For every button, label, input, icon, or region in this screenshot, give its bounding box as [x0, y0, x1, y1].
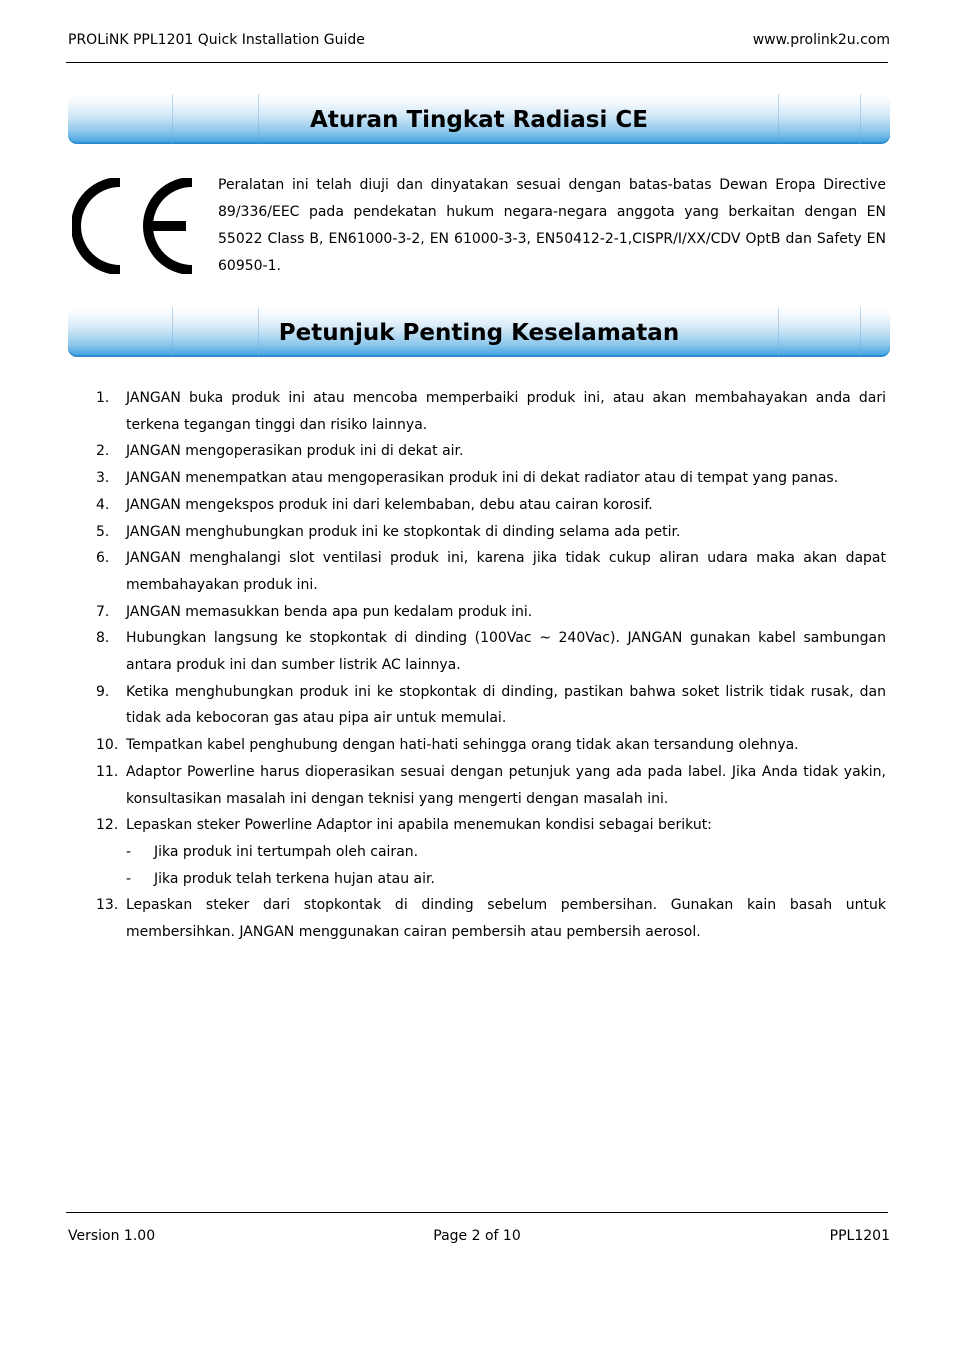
sub-list-bullet: -	[126, 843, 132, 860]
list-item-number: 10.	[96, 737, 119, 754]
ce-mark-logo	[72, 178, 196, 274]
list-item-number: 12.	[96, 817, 119, 834]
list-item-number: 7.	[96, 603, 110, 620]
footer-version: Version 1.00	[68, 1228, 156, 1244]
section-title-ce: Aturan Tingkat Radiasi CE	[310, 107, 648, 133]
list-item-number: 11.	[96, 763, 119, 780]
sub-list-item	[0, 866, 954, 893]
list-item-text: Adaptor Powerline harus dioperasikan sesuai dengan petunjuk yang ada pada label. Jika Anda tidak yakin, konsultasikan masalah ini dengan teknisi yang mengerti dengan masalah ini.	[126, 763, 886, 807]
list-item	[0, 438, 954, 465]
header-divider	[66, 62, 888, 63]
safety-instructions-list	[0, 385, 954, 946]
list-item-text: JANGAN mengoperasikan produk ini di dekat air.	[126, 443, 464, 460]
footer-model: PPL1201	[829, 1228, 890, 1244]
list-item-number: 3.	[96, 470, 110, 487]
list-item-text: Tempatkan kabel penghubung dengan hati-hati sehingga orang tidak akan tersandung olehnya.	[126, 737, 799, 754]
list-item-number: 4.	[96, 496, 110, 513]
sub-list-item-text: Jika produk telah terkena hujan atau air.	[154, 870, 435, 887]
list-item-number: 8.	[96, 630, 110, 647]
list-item-text: JANGAN menghalangi slot ventilasi produk ini, karena jika tidak cukup aliran udara maka akan dapat membahayakan produk ini.	[126, 550, 886, 593]
sub-list-item	[0, 839, 954, 866]
section-banner-safety	[68, 307, 890, 357]
list-item-number: 1.	[96, 390, 110, 406]
list-item-text: Ketika menghubungkan produk ini ke stopkontak di dinding, pastikan bahwa soket listrik tidak rusak, dan tidak ada kebocoran gas atau pipa air untuk memulai.	[126, 683, 886, 727]
list-item-text: JANGAN buka produk ini atau mencoba memperbaiki produk ini, atau akan membahayakan anda dari terkena tegangan tinggi dan risiko lainnya.	[126, 390, 886, 433]
list-item-text: Lepaskan steker Powerline Adaptor ini apabila menemukan kondisi sebagai berikut:	[126, 817, 712, 834]
list-item	[0, 465, 954, 492]
list-item	[0, 892, 954, 945]
header-website: www.prolink2u.com	[752, 32, 890, 48]
footer-divider	[66, 1212, 888, 1213]
footer-page-number: Page 2 of 10	[433, 1228, 521, 1244]
list-item	[0, 759, 954, 812]
list-item	[0, 385, 954, 438]
header-document-title: PROLiNK PPL1201 Quick Installation Guide	[68, 32, 365, 48]
list-item-text: JANGAN menghubungkan produk ini ke stopkontak di dinding selama ada petir.	[126, 523, 681, 540]
list-item-number: 13.	[96, 897, 119, 914]
list-item	[0, 545, 954, 598]
list-item-number: 6.	[96, 550, 110, 567]
list-item-number: 9.	[96, 683, 110, 700]
list-item-text: Lepaskan steker dari stopkontak di dinding sebelum pembersihan. Gunakan kain basah untuk membersihkan. JANGAN menggunakan cairan pembersih atau pembersih aerosol.	[126, 897, 886, 941]
list-item-number: 5.	[96, 523, 110, 540]
list-item	[0, 679, 954, 732]
section-banner-ce	[68, 94, 890, 144]
list-item-text: JANGAN memasukkan benda apa pun kedalam produk ini.	[126, 603, 533, 620]
list-item	[0, 599, 954, 626]
list-item	[0, 732, 954, 759]
section-title-safety: Petunjuk Penting Keselamatan	[278, 320, 680, 346]
list-item	[0, 519, 954, 546]
list-item-number: 2.	[96, 443, 110, 460]
ce-compliance-text: Peralatan ini telah diuji dan dinyatakan sesuai dengan batas-batas Dewan Eropa Directive 89/336/EEC pada pendekatan hukum negara-negara anggota yang berkaitan dengan EN 55022 Class B, EN61000-3-2, EN 61000-3-3, EN50412-2-1,CISPR/I/XX/CDV OptB dan Safety EN 60950-1.	[218, 177, 886, 274]
list-item	[0, 625, 954, 678]
list-item-text: JANGAN menempatkan atau mengoperasikan produk ini di dekat radiator atau di tempat yang panas.	[126, 470, 839, 487]
list-item	[0, 812, 954, 839]
list-item-text: JANGAN mengekspos produk ini dari kelembaban, debu atau cairan korosif.	[126, 496, 653, 513]
sub-list-bullet: -	[126, 870, 132, 887]
sub-list-item-text: Jika produk ini tertumpah oleh cairan.	[154, 843, 419, 860]
list-item-text: Hubungkan langsung ke stopkontak di dinding (100Vac ~ 240Vac). JANGAN gunakan kabel sambungan antara produk ini dan sumber listrik AC lainnya.	[126, 630, 886, 674]
list-item	[0, 492, 954, 519]
